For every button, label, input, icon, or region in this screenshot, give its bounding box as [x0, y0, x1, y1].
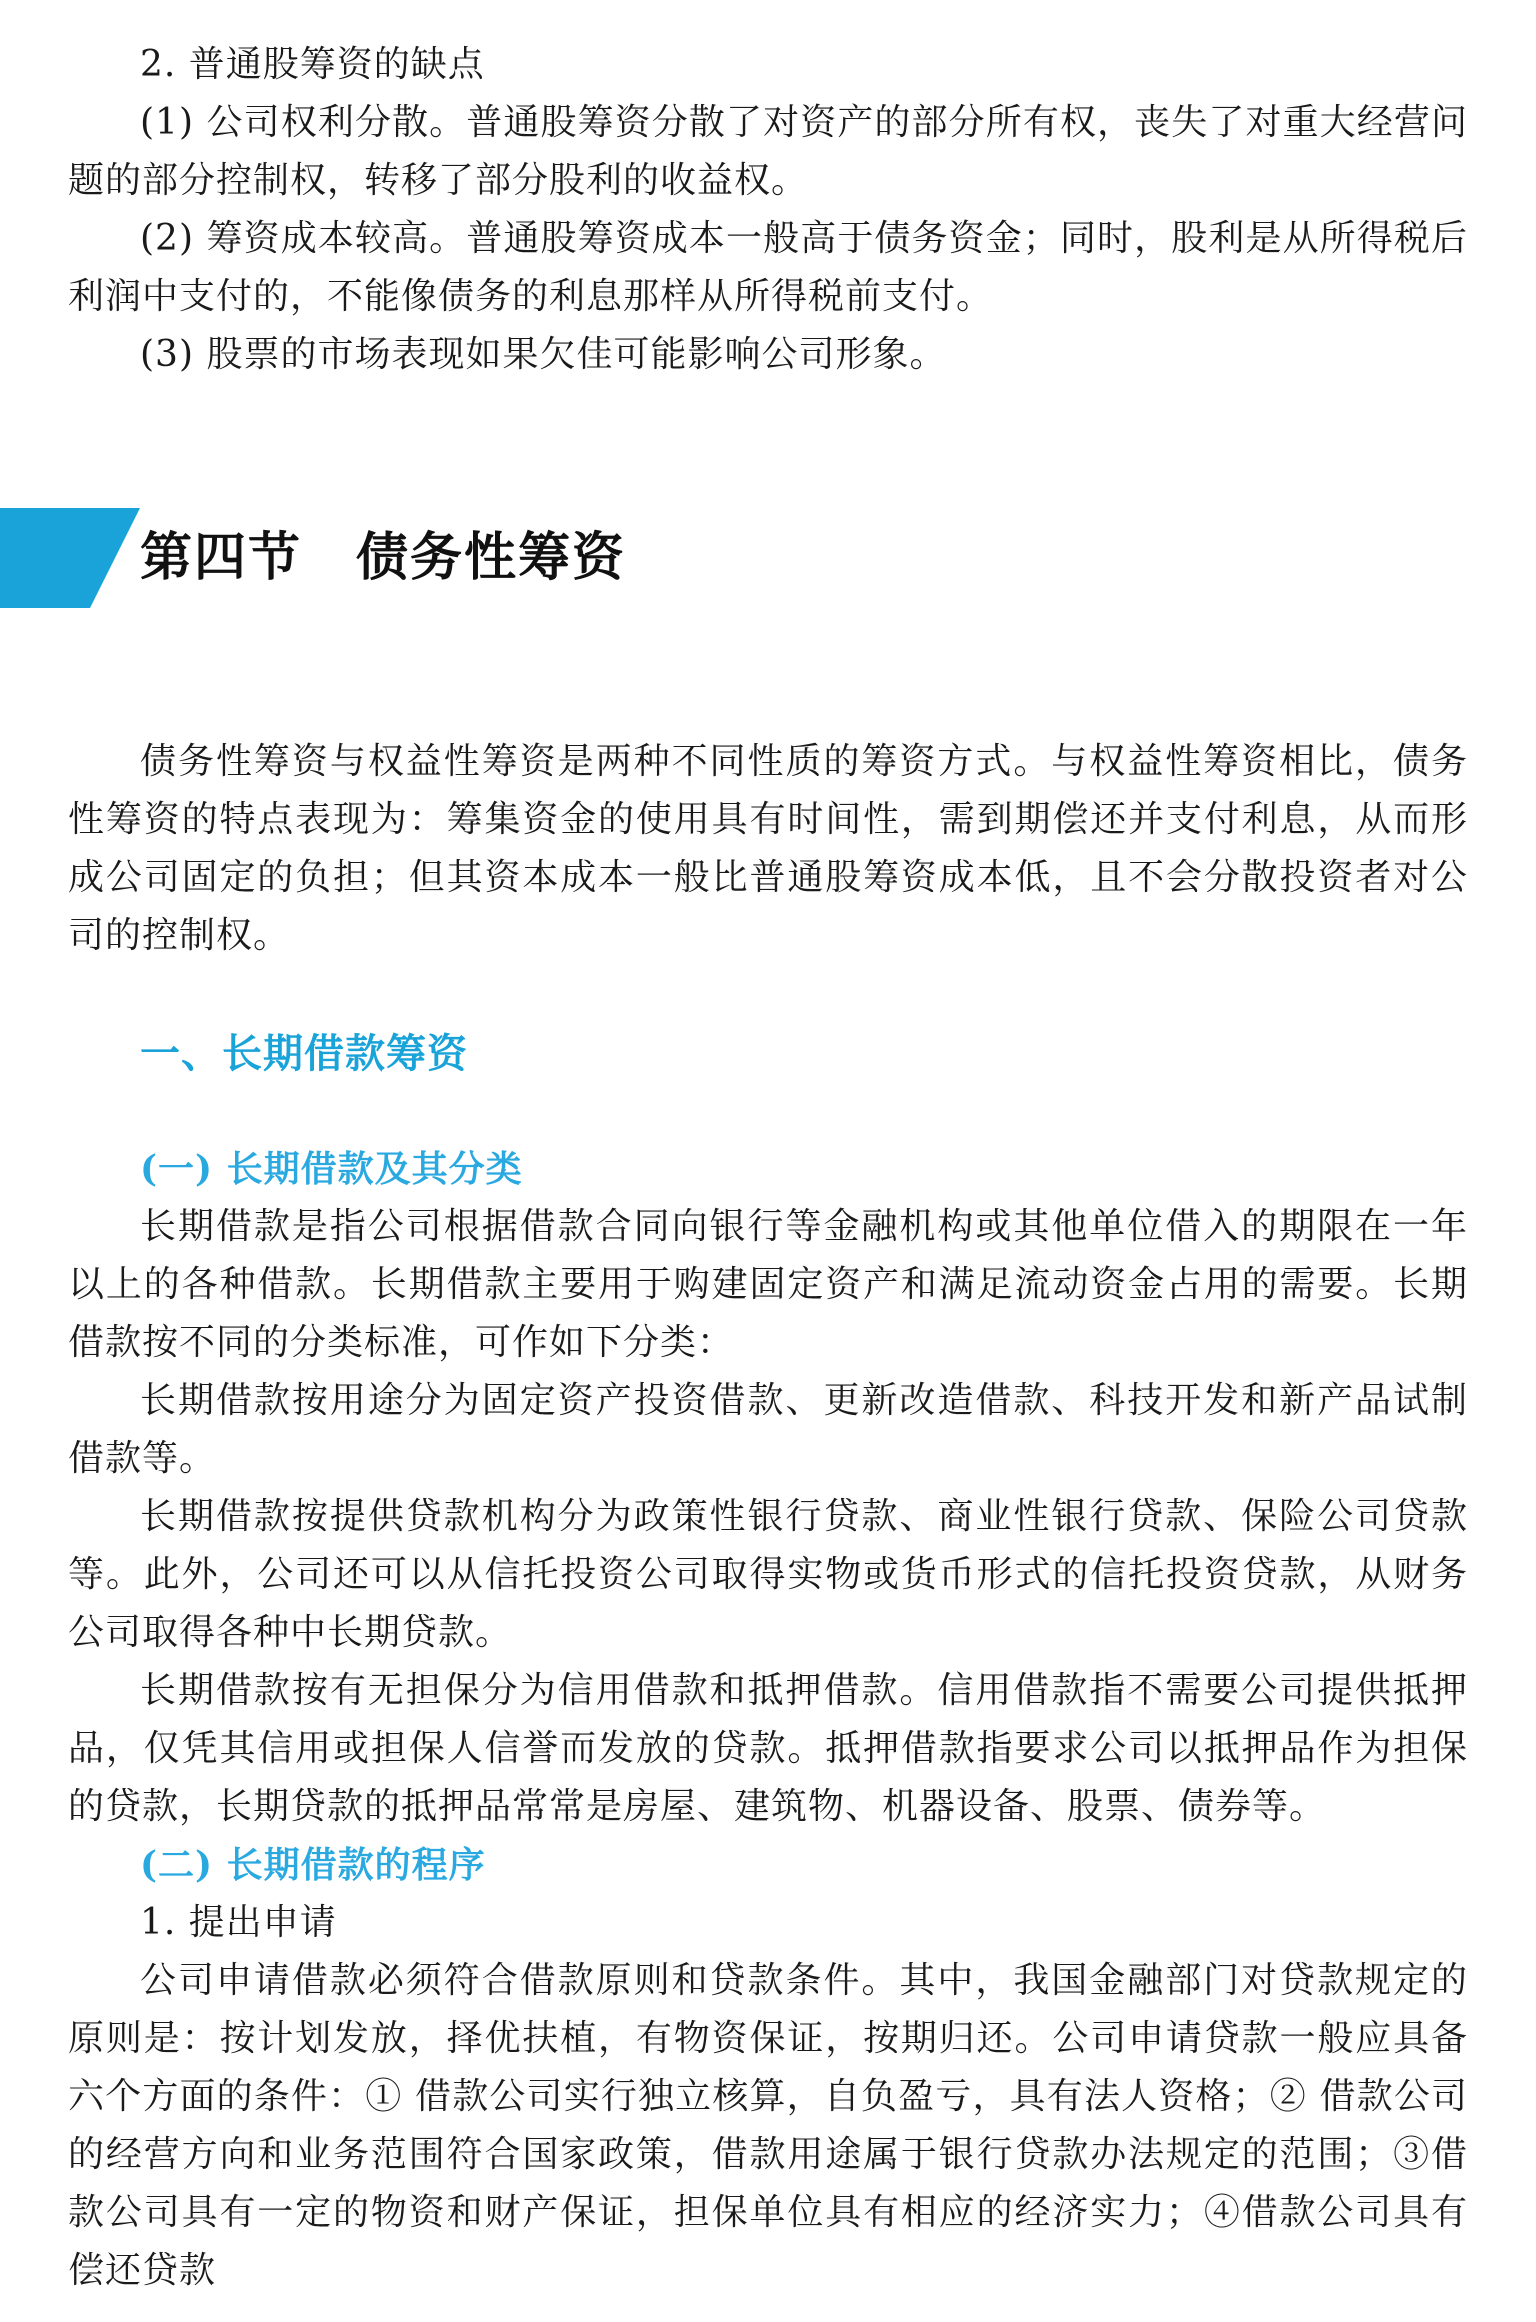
paragraph-3: (3) 股票的市场表现如果欠佳可能影响公司形象。 — [140, 334, 947, 375]
paragraph-2: (2) 筹资成本较高。普通股筹资成本一般高于债务资金；同时，股利是从所得税后利润中支付的，不能像债务的利息那样从所得税前支付。 — [68, 218, 1468, 317]
subheading-loan-procedure: (二) 长期借款的程序 — [140, 1844, 486, 1886]
paragraph-loan-by-lender: 长期借款按提供贷款机构分为政策性银行贷款、商业性银行贷款、保险公司贷款等。此外，公司还可以从信托投资公司取得实物或货币形式的信托投资贷款，从财务公司取得各种中长期贷款。 — [68, 1496, 1468, 1653]
paragraph-loan-definition: 长期借款是指公司根据借款合同向银行等金融机构或其他单位借入的期限在一年以上的各种借款。长期借款主要用于购建固定资产和满足流动资金占用的需要。长期借款按不同的分类标准，可作如下分类： — [68, 1206, 1468, 1363]
subheading-loan-classification: (一) 长期借款及其分类 — [140, 1148, 523, 1190]
paragraph-application-conditions: 公司申请借款必须符合借款原则和贷款条件。其中，我国金融部门对贷款规定的原则是：按计划发放，择优扶植，有物资保证，按期归还。公司申请贷款一般应具备六个方面的条件：① 借款公司实行独立核算，自负盈亏，具有法人资格；② 借款公司的经营方向和业务范围符合国家政策，借款用途属于银行贷款办法规定的范围；③借款公司具有一定的物资和财产保证，担保单位具有相应的经济实力；④借款公司具有偿还贷款 — [68, 1960, 1468, 2291]
section-banner-shape — [0, 508, 140, 608]
heading-long-term-loans: 一、长期借款筹资 — [140, 1031, 468, 1077]
body-text-block — [68, 1140, 1468, 2300]
heading-submit-application: 1. 提出申请 — [140, 1902, 337, 1943]
heading-common-stock-disadvantages: 2. 普通股筹资的缺点 — [140, 44, 485, 85]
intro-paragraph: 债务性筹资与权益性筹资是两种不同性质的筹资方式。与权益性筹资相比，债务性筹资的特点表现为：筹集资金的使用具有时间性，需到期偿还并支付利息，从而形成公司固定的负担；但其资本成本一般比普通股筹资成本低，且不会分散投资者对公司的控制权。 — [68, 741, 1468, 956]
section-title: 第四节 债务性筹资 — [140, 528, 627, 588]
paragraph-1: (1) 公司权利分散。普通股筹资分散了对资产的部分所有权，丧失了对重大经营问题的部分控制权，转移了部分股利的收益权。 — [68, 102, 1468, 201]
paragraph-loan-by-guarantee: 长期借款按有无担保分为信用借款和抵押借款。信用借款指不需要公司提供抵押品，仅凭其信用或担保人信誉而发放的贷款。抵押借款指要求公司以抵押品作为担保的贷款，长期贷款的抵押品常常是房屋、建筑物、机器设备、股票、债券等。 — [68, 1670, 1468, 1827]
top-text-block — [68, 36, 1468, 384]
intro-text-block — [68, 733, 1468, 965]
paragraph-loan-by-use: 长期借款按用途分为固定资产投资借款、更新改造借款、科技开发和新产品试制借款等。 — [68, 1380, 1468, 1479]
banner-parallelogram — [0, 508, 140, 608]
